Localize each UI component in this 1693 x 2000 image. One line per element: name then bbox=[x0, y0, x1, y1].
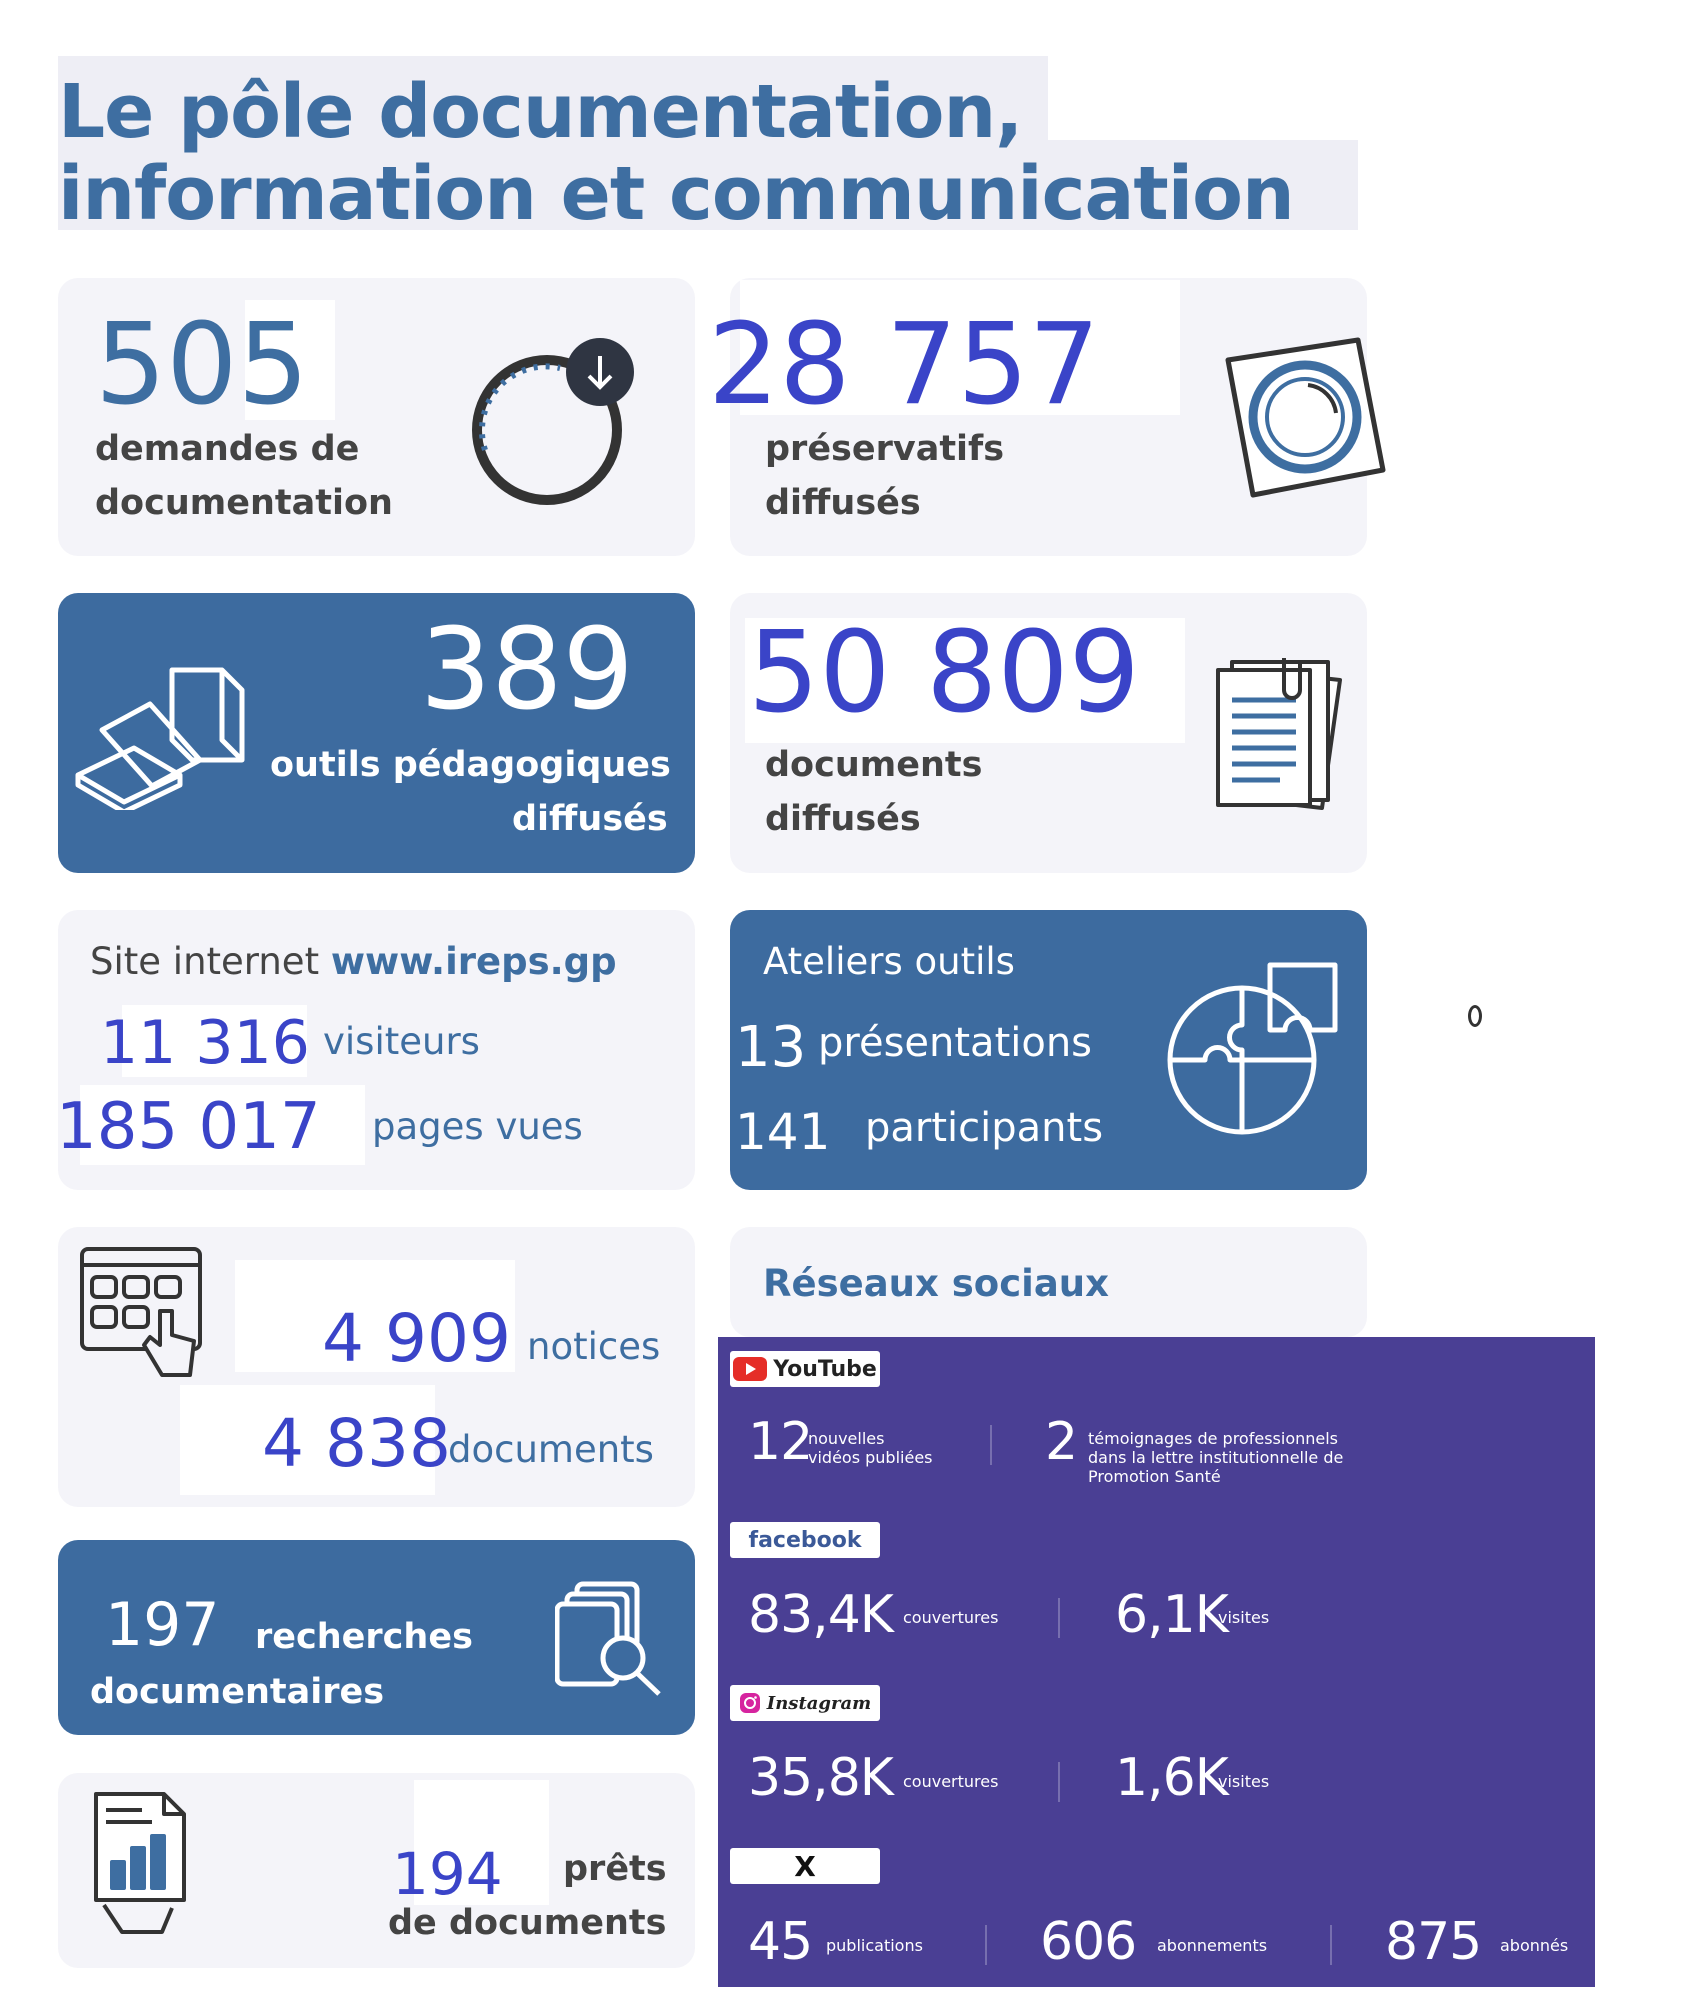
separator bbox=[985, 1925, 987, 1965]
participants-value: 141 bbox=[735, 1103, 831, 1161]
page-title-line2: information et communication bbox=[58, 151, 1294, 237]
loans-value: 194 bbox=[392, 1840, 503, 1908]
tools-value: 389 bbox=[420, 605, 634, 735]
stray-mark bbox=[1468, 1005, 1482, 1027]
page-title-line1: Le pôle documentation, bbox=[58, 69, 1023, 155]
tools-label1: outils pédagogiques bbox=[270, 745, 671, 785]
visitors-value: 11 316 bbox=[100, 1008, 310, 1078]
documents-value: 50 809 bbox=[748, 608, 1140, 738]
separator bbox=[1330, 1925, 1332, 1965]
website-heading-prefix: Site internet bbox=[90, 940, 331, 983]
instagram-badge[interactable] bbox=[730, 1685, 880, 1721]
pages-value: 185 017 bbox=[56, 1090, 321, 1164]
notices-label: notices bbox=[527, 1325, 661, 1368]
ig-reach-value: 35,8K bbox=[748, 1748, 893, 1808]
participants-label: participants bbox=[865, 1105, 1104, 1151]
separator bbox=[990, 1425, 992, 1465]
report-hand-icon bbox=[92, 1790, 192, 1940]
tools-label2: diffusés bbox=[512, 799, 668, 839]
fb-reach-value: 83,4K bbox=[748, 1585, 893, 1645]
fb-visits-value: 6,1K bbox=[1115, 1585, 1228, 1645]
doc-requests-label2: documentation bbox=[95, 483, 393, 523]
doc-requests-value: 505 bbox=[95, 300, 309, 430]
facebook-badge[interactable] bbox=[730, 1522, 880, 1558]
yt-videos-label2: vidéos publiées bbox=[808, 1448, 933, 1467]
catalog-docs-value: 4 838 bbox=[262, 1405, 451, 1482]
documents-stack-icon bbox=[1210, 650, 1350, 815]
x-following-value: 606 bbox=[1040, 1912, 1137, 1972]
x-following-label: abonnements bbox=[1157, 1936, 1268, 1955]
condoms-label2: diffusés bbox=[765, 483, 921, 523]
documents-label1: documents bbox=[765, 745, 983, 785]
ig-visits-label: visites bbox=[1218, 1772, 1270, 1791]
separator bbox=[1058, 1762, 1060, 1802]
loans-label1: prêts bbox=[563, 1849, 667, 1889]
catalog-docs-label: documents bbox=[448, 1428, 654, 1471]
doc-requests-label1: demandes de bbox=[95, 429, 360, 469]
yt-testimonials-label3: Promotion Santé bbox=[1088, 1467, 1221, 1486]
puzzle-icon bbox=[1150, 955, 1340, 1140]
social-heading: Réseaux sociaux bbox=[763, 1262, 1109, 1305]
fb-reach-label: couvertures bbox=[903, 1608, 999, 1627]
website-url-link[interactable]: www.ireps.gp bbox=[330, 940, 617, 983]
x-posts-value: 45 bbox=[748, 1912, 813, 1972]
condom-icon bbox=[1218, 335, 1388, 505]
x-followers-value: 875 bbox=[1385, 1912, 1482, 1972]
ig-reach-label: couvertures bbox=[903, 1772, 999, 1791]
pages-label: pages vues bbox=[372, 1105, 583, 1148]
youtube-icon bbox=[733, 1357, 767, 1381]
condoms-label1: préservatifs bbox=[765, 429, 1005, 469]
presentations-value: 13 bbox=[735, 1015, 807, 1080]
youtube-badge[interactable] bbox=[730, 1351, 880, 1387]
website-heading bbox=[90, 940, 617, 983]
fb-visits-label: visites bbox=[1218, 1608, 1270, 1627]
download-ring-icon bbox=[465, 330, 645, 510]
workshops-heading: Ateliers outils bbox=[763, 940, 1015, 983]
loans-label2: de documents bbox=[388, 1903, 667, 1943]
presentations-label: présentations bbox=[818, 1020, 1093, 1066]
instagram-icon bbox=[739, 1692, 761, 1714]
notices-value: 4 909 bbox=[322, 1300, 511, 1377]
yt-testimonials-label2: dans la lettre institutionnelle de bbox=[1088, 1448, 1344, 1467]
x-label: X bbox=[794, 1849, 816, 1883]
youtube-label: YouTube bbox=[773, 1356, 877, 1382]
instagram-label: Instagram bbox=[766, 1692, 872, 1714]
facebook-label: facebook bbox=[748, 1527, 862, 1553]
documents-label2: diffusés bbox=[765, 799, 921, 839]
x-badge[interactable] bbox=[730, 1848, 880, 1884]
separator bbox=[1058, 1598, 1060, 1638]
yt-videos-label1: nouvelles bbox=[808, 1429, 885, 1448]
catalog-click-icon bbox=[78, 1245, 208, 1395]
searches-label1: recherches bbox=[255, 1617, 473, 1657]
search-files-icon bbox=[555, 1580, 670, 1700]
visitors-label: visiteurs bbox=[323, 1020, 480, 1063]
ig-visits-value: 1,6K bbox=[1115, 1748, 1228, 1808]
x-followers-label: abonnés bbox=[1500, 1936, 1569, 1955]
x-posts-label: publications bbox=[826, 1936, 923, 1955]
yt-testimonials-value: 2 bbox=[1045, 1412, 1078, 1472]
books-icon bbox=[72, 660, 252, 810]
searches-label2: documentaires bbox=[90, 1672, 385, 1712]
yt-testimonials-label1: témoignages de professionnels bbox=[1088, 1429, 1339, 1448]
searches-value: 197 bbox=[105, 1590, 220, 1660]
condoms-value: 28 757 bbox=[708, 300, 1100, 430]
yt-videos-value: 12 bbox=[748, 1412, 813, 1472]
